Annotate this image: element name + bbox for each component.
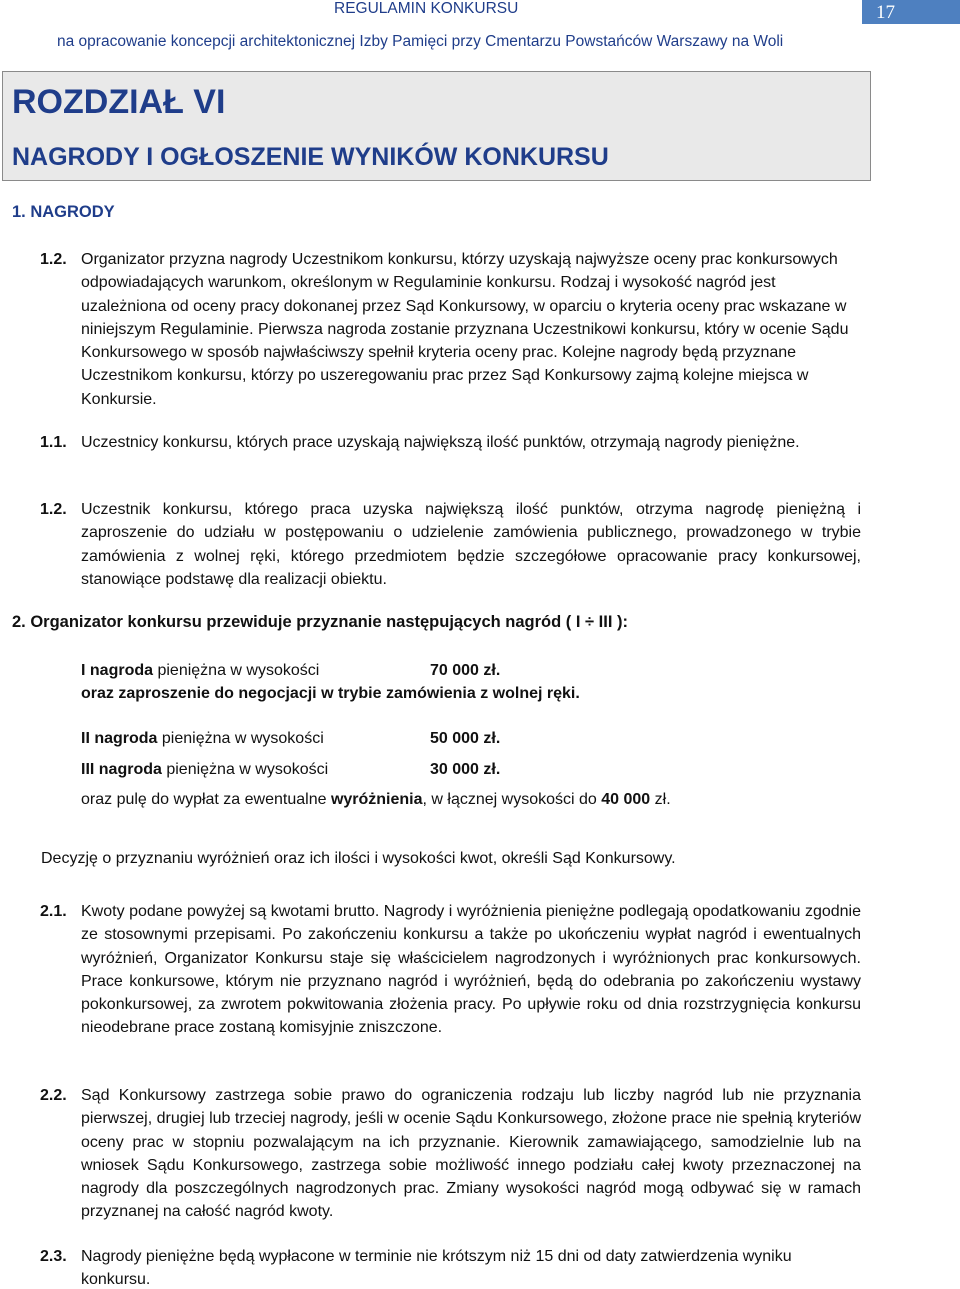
prize-second-amount: 50 000 zł.	[430, 730, 501, 747]
paragraph-money-prizes: Uczestnicy konkursu, których prace uzyskają największą ilość punktów, otrzymają nagrody pieniężne.	[81, 434, 800, 451]
paragraph-number: 1.2.	[40, 501, 67, 518]
paragraph-gross-amounts: Kwoty podane powyżej są kwotami brutto. Nagrody i wyróżnienia pieniężne podlegają opodatkowaniu zgodnie ze stosownymi przepisami. Po zakończeniu konkursu a także po ukończeniu wypłat nagród i ewentualnych wyróżnień, Organizator Konkursu staje się właścicielem nagrodzonych i wyróżnionych prac konkursowych. Prace konkursowe, którym nie przyznano nagród i wyróżnień, będą do odebrania po zakończeniu wystawy pokonkursowej, za zwrotem pokwitowania złożenia pracy. Po upływie roku od dnia rozstrzygnięcia konkursu nieodebrane prace zostaną komisyjnie zniszczone.	[81, 903, 861, 1037]
prize-pool-text: oraz pulę do wypłat za ewentualne wyróżnienia, w łącznej wysokości do 40 000 zł.	[81, 791, 671, 808]
document-header-subtitle: na opracowanie koncepcji architektonicznej Izby Pamięci przy Cmentarzu Powstańców Warszawy na Woli	[57, 33, 784, 50]
paragraph-first-prize-invitation: Uczestnik konkursu, którego praca uzyska największą ilość punktów, otrzyma nagrodę pieniężną i zaproszenie do udziału w postępowaniu o udzielenie zamówienia publicznego, prowadzonego w trybie zamówienia z wolnej ręki, którego przedmiotem będzie szczegółowe opracowanie pracy konkursowej, stanowiące podstawę dla realizacji obiektu.	[81, 501, 861, 588]
prize-first-amount: 70 000 zł.	[430, 662, 501, 679]
prize-first-label: I nagroda pieniężna w wysokości	[81, 662, 320, 679]
paragraph-number: 2.3.	[40, 1248, 67, 1265]
prize-third-label: III nagroda pieniężna w wysokości	[81, 761, 329, 778]
paragraph-number: 1.1.	[40, 434, 67, 451]
decision-text: Decyzję o przyznaniu wyróżnień oraz ich ilości i wysokości kwot, określi Sąd Konkursowy.	[41, 850, 676, 867]
prize-third-amount: 30 000 zł.	[430, 761, 501, 778]
section-heading-prizes: 2. Organizator konkursu przewiduje przyznanie następujących nagród ( I ÷ III ):	[12, 613, 629, 631]
document-header-title: REGULAMIN KONKURSU	[334, 0, 519, 17]
paragraph-number: 2.1.	[40, 903, 67, 920]
chapter-number: ROZDZIAŁ VI	[12, 83, 226, 121]
page-number: 17	[876, 2, 895, 23]
paragraph-payment-term: Nagrody pieniężne będą wypłacone w terminie nie krótszym niż 15 dni od daty zatwierdzenia wyniku konkursu.	[81, 1248, 792, 1289]
paragraph-prize-rules: Organizator przyzna nagrody Uczestnikom konkursu, którzy uzyskają najwyższe oceny prac konkursowych odpowiadających warunkom, określonym w Regulaminie konkursu. Rodzaj i wysokość nagród jest uzależniona od oceny pracy dokonanej przez Sąd Konkursowy, w oparciu o kryteria oceny prac wskazane w niniejszym Regulaminie. Pierwsza nagroda zostanie przyznana Uczestnikowi konkursu, który w ocenie Sądu Konkursowego w sposób najwłaściwszy spełnił kryteria oceny prac. Kolejne nagrody będą przyznane Uczestnikom konkursu, którzy po uszeregowaniu prac przez Sąd Konkursowy zajmą kolejne miejsca w Konkursie.	[81, 251, 849, 408]
prize-first-note: oraz zaproszenie do negocjacji w trybie zamówienia z wolnej ręki.	[81, 685, 580, 702]
paragraph-jury-rights: Sąd Konkursowy zastrzega sobie prawo do ograniczenia rodzaju lub liczby nagród lub nie przyznania pierwszej, drugiej lub trzeciej nagrody, jeśli w ocenie Sądu Konkursowego, złożone prace nie spełnią kryteriów oceny prac w stopniu pozwalającym na ich przyznanie. Kierownik zamawiającego, samodzielnie lub na wniosek Sądu Konkursowego, zastrzega sobie możliwość innego podziału całej kwoty przeznaczonej na nagrody dla poszczególnych nagrodzonych prac. Zmiany wysokości nagród mogą odbywać się w ramach przyznanej na całość nagród kwoty.	[81, 1087, 861, 1221]
paragraph-number: 2.2.	[40, 1087, 67, 1104]
prize-second-label: II nagroda pieniężna w wysokości	[81, 730, 324, 747]
section-heading-nagrody: 1. NAGRODY	[12, 203, 115, 221]
chapter-title: NAGRODY I OGŁOSZENIE WYNIKÓW KONKURSU	[12, 143, 609, 171]
paragraph-number: 1.2.	[40, 251, 67, 268]
